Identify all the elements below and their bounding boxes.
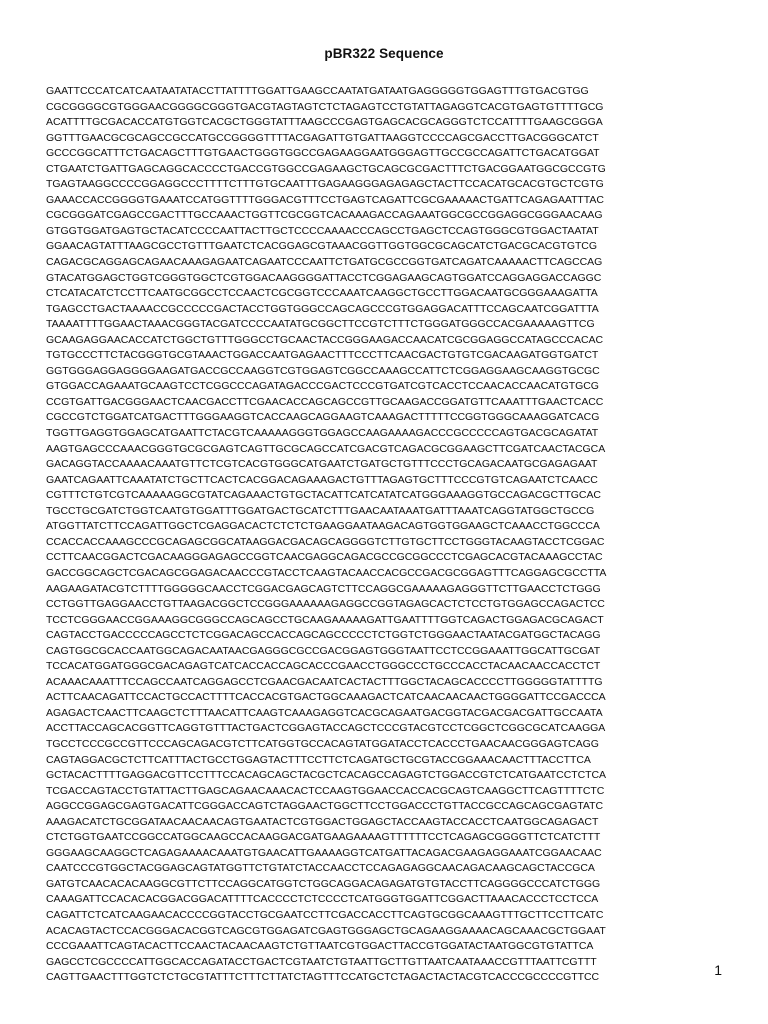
sequence-line: CTCTGGTGAATCCGGCCATGGCAAGCCACAAGGACGATGAAGAAAAGTTTTTTCCTCAGAGCGGGGTTCTCATCTTT — [46, 831, 601, 844]
sequence-line: CAGTACCTGACCCCCAGCCTCTCGGACAGCCACCAGCAGCCCCCTCTGGTCTGGGAACTAATACGATGGCTACAGG — [46, 629, 601, 642]
sequence-line: GGTTTGAACGCGCAGCCGCCATGCCGGGGTTTTACGAGATTGTGATTAAGGTCCCCAGCGACCTTGACGGGCATCT — [46, 131, 599, 144]
sequence-line: CCCGAAATTCAGTACACTTCCAACTACAACAAGTCTGTTAATCGTGGACTTACCGTGGATACTAATGGCGTGTATTCA — [46, 940, 594, 953]
sequence-line: GACCGGCAGCTCGACAGCGGAGACAACCCGTACCTCAAGTACAACCACGCCGACGCGGAGTTTCAGGAGCGCCTTA — [46, 566, 607, 579]
sequence-line: GCCCGGCATTTCTGACAGCTTTGTGAACTGGGTGGCCGAGAAGGAATGGGAGTTGCCGCCAGATTCTGACATGGAT — [46, 147, 600, 160]
sequence-line: GAGCCTCGCCCCATTGGCACCAGATACCTGACTCGTAATCTGTAATTGCTTGTTAATCAATAAACCGTTTAATTCGTTT — [46, 955, 597, 968]
sequence-line: CAGATTCTCATCAAGAACACCCCGGTACCTGCGAATCCTTCGACCACCTTCAGTGCGGCAAAGTTTGCTTCCTTCATC — [46, 908, 604, 921]
sequence-line: ACTTCAACAGATTCCACTGCCACTTTTCACCACGTGACTGGCAAAGACTCATCAACAACAACTGGGGATTCCGACCCA — [46, 691, 606, 704]
sequence-line: TGTGCCCTTCTACGGGTGCGTAAACTGGACCAATGAGAACTTTCCCTTCAACGACTGTGTCGACAAGATGGTGATCT — [46, 349, 599, 362]
sequence-line: GAATTCCCATCATCAATAATATACCTTATTTTGGATTGAAGCCAATATGATAATGAGGGGGTGGAGTTTGTGACGTGG — [46, 85, 589, 97]
sequence-line: CGTTTCTGTCGTCAAAAAGGCGTATCAGAAACTGTGCTACATTCATCATATCATGGGAAAGGTGCCAGACGCTTGCAC — [46, 489, 601, 502]
sequence-line: CCTTCAACGGACTCGACAAGGGAGAGCCGGTCAACGAGGCAGACGCCGCGGCCCTCGAGCACGTACAAAGCCTAC — [46, 551, 603, 564]
sequence-line: AGAGACTCAACTTCAAGCTCTTTAACATTCAAGTCAAAGAGGTCACGCAGAATGACGGTACGACGACGATTGCCAATA — [46, 706, 603, 719]
sequence-line: CAGTTGAACTTTGGTCTCTGCGTATTTCTTTCTTATCTAGTTTCCATGCTCTAGACTACTACGTCACCCGCCCCGTTCC — [46, 971, 600, 984]
sequence-line: CTCATACATCTCCTTCAATGCGGCCTCCAACTCGCGGTCCCAAATCAAGGCTGCCTTGGACAATGCGGGAAAGATTA — [46, 287, 598, 300]
sequence-line: AAGTGAGCCCAAACGGGTGCGCGAGTCAGTTGCGCAGCCATCGACGTCAGACGCGGAAGCTTCGATCAACTACGCA — [46, 442, 606, 455]
sequence-line: TGCCTCCCGCCGTTCCCAGCAGACGTCTTCATGGTGCCACAGTATGGATACCTCACCCTGAACAACGGGAGTCAGG — [46, 737, 599, 750]
sequence-line: TCGACCAGTACCTGTATTACTTGAGCAGAACAAACACTCCAAGTGGAACCACCACGCAGTCAAGGCTTCAGTTTTCTC — [46, 784, 605, 797]
sequence-line: CAATCCCGTGGCTACGGAGCAGTATGGTTCTGTATCTACCAACCTCCAGAGAGGCAACAGACAAGCAGCTACCGCA — [46, 862, 595, 875]
sequence-line: GATGTCAACACACAAGGCGTTCTTCCAGGCATGGTCTGGCAGGACAGAGATGTGTACCTTCAGGGGCCCATCTGGG — [46, 877, 601, 890]
sequence-line: CCTGGTTGAGGAACCTGTTAAGACGGCTCCGGGAAAAAAGAGGCCGGTAGAGCACTCTCCTGTGGAGCCAGACTCC — [46, 598, 605, 611]
sequence-line: CGCCGTCTGGATCATGACTTTGGGAAGGTCACCAAGCAGGAAGTCAAAGACTTTTTCCGGTGGGCAAAGGATCACG — [46, 411, 600, 424]
sequence-line: GCAAGAGGAACACCATCTGGCTGTTTGGGCCTGCAACTACCGGGAAGACCAACATCGCGGAGGCCATAGCCCACAC — [46, 333, 604, 346]
sequence-line: TGAGTAAGGCCCCGGAGGCCCTTTTCTTTGTGCAATTTGAGAAGGGAGAGAGCTACTTCCACATGCACGTGCTCGTG — [46, 178, 604, 191]
sequence-line: CGCGGGATCGAGCCGACTTTGCCAAACTGGTTCGCGGTCACAAAGACCAGAAATGGCGCCGGAGGCGGGAACAAG — [46, 209, 603, 222]
sequence-line: TCCACATGGATGGGCGACAGAGTCATCACCACCAGCACCCGAACCTGGGCCCTGCCCACCTACAACAACCACCTCT — [46, 660, 601, 673]
sequence-line: CCGTGATTGACGGGAACTCAACGACCTTCGAACACCAGCAGCCGTTGCAAGACCGGATGTTCAAATTTGAACTCACC — [46, 395, 604, 408]
sequence-line: AAAGACATCTGCGGATAACAACAACAGTGAATACTCGTGGACTGGAGCTACCAAGTACCACCTCAATGGCAGAGACT — [46, 815, 599, 828]
sequence-line: GTGGTGGATGAGTGCTACATCCCCAATTACTTGCTCCCCAAAACCCAGCCTGAGCTCCAGTGGGCGTGGACTAATAT — [46, 224, 599, 237]
sequence-line: GACAGGTACCAAAACAAATGTTCTCGTCACGTGGGCATGAATCTGATGCTGTTTCCCTGCAGACAATGCGAGAGAAT — [46, 458, 598, 471]
sequence-line: GTACATGGAGCTGGTCGGGTGGCTCGTGGACAAGGGGATTACCTCGGAGAAGCAGTGGATCCAGGAGGACCAGGC — [46, 271, 602, 284]
sequence-line: ATGGTTATCTTCCAGATTGGCTCGAGGACACTCTCTCTGAAGGAATAAGACAGTGGTGGAAGCTCAAACCTGGCCCA — [46, 520, 600, 533]
sequence-line: TGGTTGAGGTGGAGCATGAATTCTACGTCAAAAAGGGTGGAGCCAAGAAAAGACCCGCCCCCAGTGACGCAGATAT — [46, 427, 599, 440]
sequence-line: CAGACGCAGGAGCAGAACAAAGAGAATCAGAATCCCAATTCTGATGCGCCGGTGATCAGATCAAAAACTTCAGCCAG — [46, 256, 603, 269]
sequence-line: CAAAGATTCCACACACGGACGGACATTTTCACCCCTCTCCCCTCATGGGTGGATTCGGACTTAAACACCCTCCTCCA — [46, 893, 599, 906]
sequence-line: AAGAAGATACGTCTTTTGGGGGCAACCTCGGACGAGCAGTCTTCCAGGCGAAAAAGAGGGTTCTTGAACCTCTGGG — [46, 582, 601, 595]
sequence-line: CGCGGGGCGTGGGAACGGGGCGGGTGACGTAGTAGTCTCTAGAGTCCTGTATTAGAGGTCACGTGAGTGTTTTGCG — [46, 100, 604, 113]
sequence-line: CTGAATCTGATTGAGCAGGCACCCCTGACCGTGGCCGAGAAGCTGCAGCGCGACTTTCTGACGGAATGGCGCCGTG — [46, 162, 606, 175]
sequence-line: CAGTGGCGCACCAATGGCAGACAATAACGAGGGCGCCGACGGAGTGGGTAATTCCTCCGGAAATTGGCATTGCGAT — [46, 644, 601, 657]
sequence-line: TGAGCCTGACTAAAACCGCCCCCGACTACCTGGTGGGCCAGCAGCCCGTGGAGGACATTTCCAGCAATCGGATTTA — [46, 302, 599, 315]
page-number: 1 — [714, 962, 722, 978]
sequence-block — [46, 84, 726, 986]
sequence-line: GGGAAGCAAGGCTCAGAGAAAACAAATGTGAACATTGAAAAGGTCATGATTACAGACGAAGAGGAAATCGGAACAAC — [46, 846, 602, 859]
sequence-line: GGAACAGTATTTAAGCGCCTGTTTGAATCTCACGGAGCGTAAACGGTTGGTGGCGCAGCATCTGACGCACGTGTCG — [46, 240, 597, 253]
sequence-line: ACCTTACCAGCACGGTTCAGGTGTTTACTGACTCGGAGTACCAGCTCCCGTACGTCCTCGGCTCGGCGCATCAAGGA — [46, 722, 606, 735]
sequence-line: ACATTTTGCGACACCATGTGGTCACGCTGGGTATTTAAGCCCGAGTGAGCACGCAGGGTCTCCATTTTGAAGCGGGA — [46, 116, 603, 129]
sequence-line: TCCTCGGGAACCGGAAAGGCGGGCCAGCAGCCTGCAAGAAAAAGATTGAATTTTGGTCAGACTGGAGACGCAGACT — [46, 613, 604, 626]
sequence-line: AGGCCGGAGCGAGTGACATTCGGGACCAGTCTAGGAACTGGCTTCCTGGACCCTGTTACCGCCAGCAGCGAGTATC — [46, 800, 603, 813]
sequence-line: CCACCACCAAAGCCCGCAGAGCGGCATAAGGACGACAGCAGGGGTCTTGTGCTTCCTGGGTACAAGTACCTCGGAC — [46, 535, 605, 548]
sequence-line: ACAAACAAATTTCCAGCCAATCAGGAGCCTCGAACGACAATCACTACTTTGGCTACAGCACCCCTTGGGGGTATTTTG — [46, 675, 603, 688]
sequence-line: GGTGGGAGGAGGGGAAGATGACCGCCAAGGTCGTGGAGTCGGCCAAAGCCATTCTCGGAGGAAGCAAGGTGCGC — [46, 364, 600, 377]
sequence-line: TGCCTGCGATCTGGTCAATGTGGATTTGGATGACTGCATCTTTGAACAATAAATGATTTAAATCAGGTATGGCTGCCG — [46, 504, 595, 517]
sequence-line: GAAACCACCGGGGTGAAATCCATGGTTTTGGGACGTTTCCTGAGTCAGATTCGCGAAAAACTGATTCAGAGAATTTAC — [46, 193, 604, 206]
sequence-line: ACACAGTACTCCACGGGACACGGTCAGCGTGGAGATCGAGTGGGAGCTGCAGAAGGAAAACAGCAAACGCTGGAAT — [46, 924, 606, 937]
sequence-line: TAAAATTTTGGAACTAAACGGGTACGATCCCCAATATGCGGCTTCCGTCTTTCTGGGATGGGCCACGAAAAAGTTCG — [46, 318, 595, 331]
sequence-line: GAATCAGAATTCAAATATCTGCTTCACTCACGGACAGAAAGACTGTTTAGAGTGCTTTCCCGTGTCAGAATCTCAACC — [46, 473, 598, 486]
page-title: pBR322 Sequence — [324, 46, 444, 61]
sequence-line: GTGGACCAGAAATGCAAGTCCTCGGCCCAGATAGACCCGACTCCCGTGATCGTCACCTCCAACACCAACATGTGCG — [46, 380, 599, 393]
sequence-line: GCTACACTTTTGAGGACGTTCCTTTCCACAGCAGCTACGCTCACAGCCAGAGTCTGGACCGTCTCATGAATCCTCTCA — [46, 769, 606, 782]
sequence-line: CAGTAGGACGCTCTTCATTTACTGCCTGGAGTACTTTCCTTCTCAGATGCTGCGTACCGGAAACAACTTTACCTTCA — [46, 753, 591, 766]
